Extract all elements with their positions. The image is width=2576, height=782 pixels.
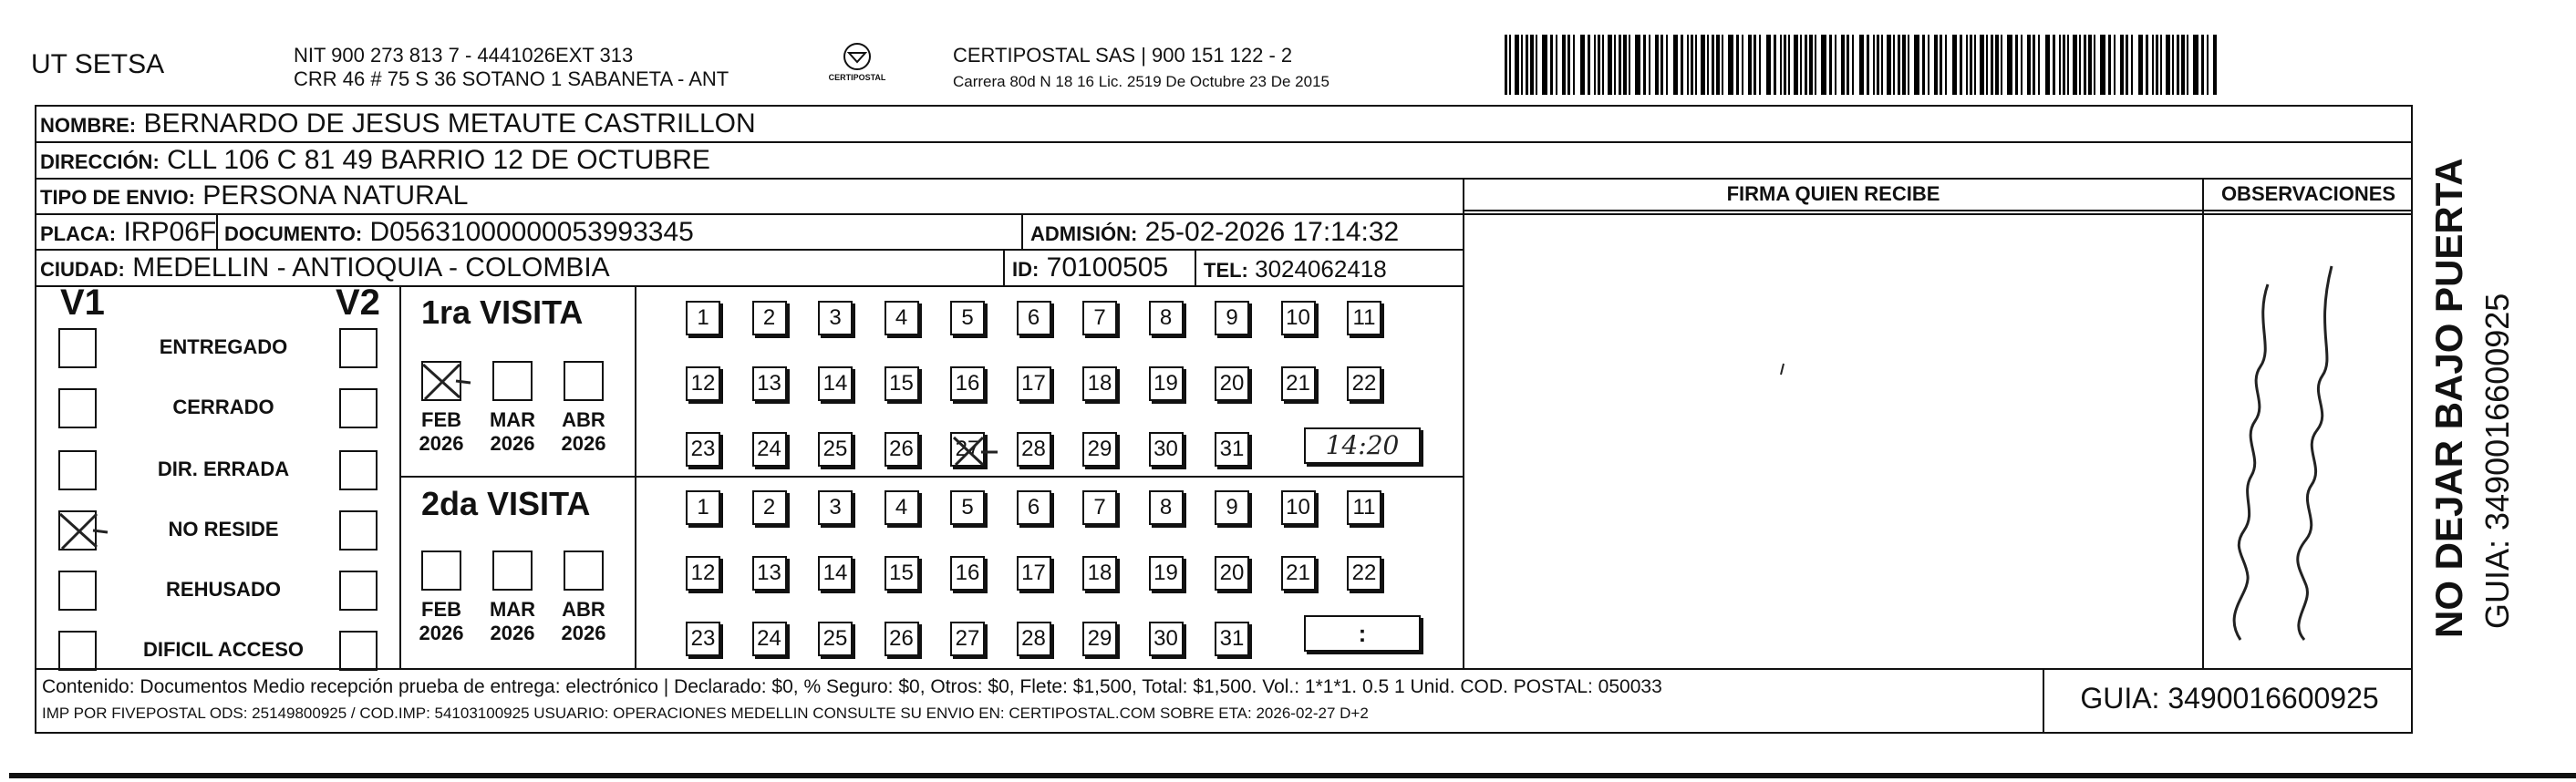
day-box-29[interactable]: 29 <box>1082 432 1117 467</box>
month-label <box>481 408 544 456</box>
barcode-bar <box>1655 35 1659 95</box>
cert-line2: Carrera 80d N 18 16 Lic. 2519 De Octubre 23 De 2015 <box>953 73 1329 90</box>
id-value: 70100505 <box>1046 252 1169 283</box>
barcode-bar <box>1716 35 1720 95</box>
direccion-label: DIRECCIÓN: <box>40 150 160 173</box>
barcode <box>1505 35 2225 95</box>
v1-checkbox-dir-errada[interactable] <box>58 450 97 490</box>
barcode-bar <box>1821 35 1826 95</box>
barcode-bar <box>1859 35 1864 95</box>
day-box-24[interactable]: 24 <box>752 432 787 467</box>
barcode-bar <box>1780 35 1782 95</box>
day-box-28[interactable]: 28 <box>1017 622 1051 656</box>
month-name: ABR <box>562 408 605 431</box>
day-box-4[interactable]: 4 <box>885 301 919 335</box>
barcode-bar <box>1742 35 1743 95</box>
barcode-bar <box>1908 35 1909 95</box>
month-name: MAR <box>489 598 536 621</box>
day-box-31[interactable]: 31 <box>1215 432 1249 467</box>
barcode-bar <box>1687 35 1689 95</box>
v2-checkbox-entregado[interactable] <box>339 328 378 368</box>
barcode-bar <box>1986 35 1988 95</box>
barcode-bar <box>1505 35 1507 95</box>
handwritten-observation <box>2204 211 2413 668</box>
day-box-3[interactable]: 3 <box>818 490 853 525</box>
guia-vertical: GUIA: 3490016600925 <box>2478 293 2516 629</box>
day-box-18[interactable]: 18 <box>1082 556 1117 591</box>
day-box-4[interactable]: 4 <box>885 490 919 525</box>
month-name: FEB <box>421 598 461 621</box>
v2-checkbox-dir-errada[interactable] <box>339 450 378 490</box>
barcode-bar <box>1608 35 1612 95</box>
barcode-bar <box>2067 35 2069 95</box>
x-mark-icon <box>419 359 474 405</box>
barcode-bar <box>1614 35 1616 95</box>
day-box-5[interactable]: 5 <box>950 490 985 525</box>
tipo-envio-value: PERSONA NATURAL <box>202 180 469 211</box>
barcode-bar <box>1766 35 1771 95</box>
month-checkbox-abr[interactable] <box>564 361 604 401</box>
day-box-8[interactable]: 8 <box>1149 490 1184 525</box>
month-label <box>409 598 473 645</box>
x-mark-icon <box>57 509 111 554</box>
barcode-bar <box>2152 35 2154 95</box>
barcode-bar <box>2207 35 2209 95</box>
barcode-bar <box>2100 35 2105 95</box>
day-box-27[interactable]: 27 <box>950 622 985 656</box>
barcode-bar <box>2033 35 2035 95</box>
barcode-bar <box>1635 35 1640 95</box>
barcode-bar <box>2073 35 2077 95</box>
firma-header: FIRMA QUIEN RECIBE <box>1726 182 1940 205</box>
barcode-bar <box>1759 35 1761 95</box>
barcode-bar <box>1722 35 1723 95</box>
barcode-bar <box>1649 35 1650 95</box>
day-box-10[interactable]: 10 <box>1281 490 1316 525</box>
barcode-bar <box>2146 35 2148 95</box>
barcode-bar <box>1774 35 1776 95</box>
day-box-24[interactable]: 24 <box>752 622 787 656</box>
month-year: 2026 <box>419 432 464 455</box>
barcode-bar <box>2059 35 2061 95</box>
month-name: FEB <box>421 408 461 431</box>
barcode-bar <box>1660 35 1663 95</box>
day-box-20[interactable]: 20 <box>1215 556 1249 591</box>
barcode-bar <box>1701 35 1705 95</box>
barcode-bar <box>1788 35 1790 95</box>
barcode-bar <box>2172 35 2174 95</box>
barcode-bar <box>1960 35 1962 95</box>
barcode-bar <box>1673 35 1678 95</box>
second-visit-title: 2da VISITA <box>421 485 591 522</box>
placa-field <box>40 216 216 251</box>
first-visit-time-box[interactable] <box>1304 427 1421 464</box>
month-checkbox-feb[interactable] <box>421 550 461 591</box>
barcode-bar <box>2053 35 2055 95</box>
barcode-bar <box>2201 35 2204 95</box>
month-label <box>552 598 616 645</box>
barcode-bar <box>1754 35 1756 95</box>
barcode-bar <box>1736 35 1739 95</box>
barcode-bar <box>2131 35 2133 95</box>
barcode-bar <box>1980 35 1984 95</box>
nombre-value: BERNARDO DE JESUS METAUTE CASTRILLON <box>143 108 756 139</box>
day-box-1[interactable]: 1 <box>686 490 720 525</box>
day-box-11[interactable]: 11 <box>1347 301 1381 335</box>
month-label <box>409 408 473 456</box>
month-name: MAR <box>489 408 536 431</box>
day-box-12[interactable]: 12 <box>686 556 720 591</box>
month-year: 2026 <box>490 622 535 644</box>
day-box-21[interactable]: 21 <box>1281 556 1316 591</box>
barcode-bar <box>1562 35 1566 95</box>
barcode-bar <box>1784 35 1786 95</box>
barcode-bar <box>1728 35 1733 95</box>
v1-checkbox-rehusado[interactable] <box>58 571 97 611</box>
barcode-bar <box>1934 35 1938 95</box>
month-checkbox-feb[interactable] <box>421 361 461 401</box>
day-box-9[interactable]: 9 <box>1215 490 1249 525</box>
barcode-bar <box>2114 35 2116 95</box>
nombre-label: NOMBRE: <box>40 114 137 137</box>
day-box-28[interactable]: 28 <box>1017 432 1051 467</box>
barcode-bar <box>2094 35 2095 95</box>
day-box-3[interactable]: 3 <box>818 301 853 335</box>
day-box-14[interactable]: 14 <box>818 556 853 591</box>
barcode-bar <box>1707 35 1709 95</box>
barcode-bar <box>1530 35 1534 95</box>
day-box-25[interactable]: 25 <box>818 432 853 467</box>
barcode-bar <box>2193 35 2198 95</box>
admision-field <box>1030 216 1399 251</box>
status-label: REHUSADO <box>166 578 281 601</box>
barcode-bar <box>2007 35 2012 95</box>
footer-line1: Contenido: Documentos Medio recepción prueba de entrega: electrónico | Declarado: $0, % Seguro: $0, Otros: $0, Flete: $1,500, Total: $1,500. Vol.: 1*1*1. 0.5 1 Unid. COD. POSTAL: 050033 <box>42 676 1662 697</box>
day-box-29[interactable]: 29 <box>1082 622 1117 656</box>
day-box-23[interactable]: 23 <box>686 622 720 656</box>
barcode-bar <box>1940 35 1942 95</box>
month-year: 2026 <box>561 622 606 644</box>
barcode-bar <box>2108 35 2111 95</box>
barcode-bar <box>1847 35 1849 95</box>
day-box-11[interactable]: 11 <box>1347 490 1381 525</box>
barcode-bar <box>2120 35 2124 95</box>
v1-checkbox-cerrado[interactable] <box>58 388 97 428</box>
day-box-6[interactable]: 6 <box>1017 490 1051 525</box>
day-box-22[interactable]: 22 <box>1347 556 1381 591</box>
day-box-14[interactable]: 14 <box>818 366 853 401</box>
barcode-bar <box>1809 35 1813 95</box>
day-box-19[interactable]: 19 <box>1149 556 1184 591</box>
day-box-22[interactable]: 22 <box>1347 366 1381 401</box>
barcode-bar <box>1536 35 1537 95</box>
barcode-bar <box>1867 35 1869 95</box>
status-label: DIR. ERRADA <box>157 458 290 480</box>
month-label <box>481 598 544 645</box>
day-box-16[interactable]: 16 <box>950 556 985 591</box>
barcode-bar <box>1815 35 1816 95</box>
barcode-bar <box>2156 35 2158 95</box>
barcode-bar <box>1922 35 1925 95</box>
documento-label: DOCUMENTO: <box>224 222 363 245</box>
barcode-bar <box>1567 35 1570 95</box>
tel-value: 3024062418 <box>1255 255 1387 283</box>
v1-checkbox-dificil-acceso[interactable] <box>58 631 97 671</box>
barcode-bar <box>2001 35 2002 95</box>
barcode-bar <box>1974 35 1976 95</box>
status-label: NO RESIDE <box>168 518 279 540</box>
barcode-bar <box>2027 35 2031 95</box>
logo-text: CERTIPOSTAL <box>828 73 886 82</box>
second-visit-time-box[interactable] <box>1304 615 1421 652</box>
ciudad-label: CIUDAD: <box>40 258 125 281</box>
placa-label: PLACA: <box>40 222 117 245</box>
barcode-bar <box>1588 35 1590 95</box>
month-year: 2026 <box>490 432 535 455</box>
day-box-12[interactable]: 12 <box>686 366 720 401</box>
barcode-bar <box>1598 35 1600 95</box>
placa-value: IRP06F <box>123 217 217 247</box>
month-year: 2026 <box>561 432 606 455</box>
month-checkbox-abr[interactable] <box>564 550 604 591</box>
v1-label: V1 <box>60 283 105 323</box>
v2-checkbox-no-reside[interactable] <box>339 510 378 550</box>
handwritten-time: 14:20 <box>1325 430 1400 460</box>
barcode-bar <box>1829 35 1832 95</box>
day-box-7[interactable]: 7 <box>1082 301 1117 335</box>
barcode-bar <box>1887 35 1891 95</box>
barcode-bar <box>2126 35 2128 95</box>
barcode-bar <box>1556 35 1557 95</box>
barcode-bar <box>2038 35 2040 95</box>
firma-area[interactable] <box>1464 211 2202 668</box>
barcode-bar <box>1952 35 1957 95</box>
barcode-bar <box>2079 35 2081 95</box>
day-box-15[interactable]: 15 <box>885 366 919 401</box>
barcode-bar <box>2138 35 2143 95</box>
barcode-bar <box>1712 35 1714 95</box>
direccion-field <box>40 144 710 179</box>
footer-line2: IMP POR FIVEPOSTAL ODS: 25149800925 / COD.IMP: 54103100925 USUARIO: OPERACIONES MEDELLIN CONSULTE SU ENVIO EN: CERTIPOSTAL.COM SOBRE ETA: 2026-02-27 D+2 <box>42 705 1369 722</box>
tel-label: TEL: <box>1204 259 1248 282</box>
barcode-bar <box>1835 35 1836 95</box>
barcode-bar <box>1995 35 1999 95</box>
status-label: CERRADO <box>172 396 274 418</box>
day-box-20[interactable]: 20 <box>1215 366 1249 401</box>
barcode-bar <box>2181 35 2185 95</box>
barcode-bar <box>1805 35 1807 95</box>
tipo-envio-label: TIPO DE ENVIO: <box>40 186 195 209</box>
id-field <box>1012 252 1168 286</box>
documento-field <box>224 216 694 251</box>
barcode-bar <box>1629 35 1630 95</box>
direccion-value: CLL 106 C 81 49 BARRIO 12 DE OCTUBRE <box>167 145 710 175</box>
barcode-bar <box>1666 35 1668 95</box>
barcode-bar <box>2084 35 2086 95</box>
barcode-bar <box>2045 35 2050 95</box>
time-placeholder: : <box>1358 620 1367 647</box>
barcode-bar <box>2063 35 2065 95</box>
v2-checkbox-rehusado[interactable] <box>339 571 378 611</box>
day-box-7[interactable]: 7 <box>1082 490 1117 525</box>
barcode-bar <box>1914 35 1919 95</box>
barcode-bar <box>1695 35 1697 95</box>
no-dejar-bajo-puerta: NO DEJAR BAJO PUERTA <box>2427 158 2470 638</box>
barcode-bar <box>1550 35 1553 95</box>
month-label <box>552 408 616 456</box>
barcode-bar <box>2021 35 2023 95</box>
tel-field <box>1204 252 1387 287</box>
admision-value: 25-02-2026 17:14:32 <box>1144 217 1400 247</box>
day-box-5[interactable]: 5 <box>950 301 985 335</box>
status-label: ENTREGADO <box>159 335 288 358</box>
day-box-8[interactable]: 8 <box>1149 301 1184 335</box>
ciudad-field <box>40 252 610 286</box>
day-box-27[interactable]: 27 <box>950 432 985 467</box>
certipostal-logo <box>825 40 889 93</box>
ink-mark <box>1778 360 1796 387</box>
day-box-6[interactable]: 6 <box>1017 301 1051 335</box>
barcode-bar <box>1852 35 1854 95</box>
day-box-10[interactable]: 10 <box>1281 301 1316 335</box>
day-box-31[interactable]: 31 <box>1215 622 1249 656</box>
footer-guia: GUIA: 3490016600925 <box>2080 682 2379 715</box>
barcode-bar <box>1898 35 1900 95</box>
day-box-17[interactable]: 17 <box>1017 366 1051 401</box>
v1-checkbox-entregado[interactable] <box>58 328 97 368</box>
barcode-bar <box>1748 35 1752 95</box>
month-checkbox-mar[interactable] <box>492 550 533 591</box>
status-label: DIFICIL ACCESO <box>142 638 304 661</box>
address-line: CRR 46 # 75 S 36 SOTANO 1 SABANETA - ANT <box>294 67 729 90</box>
barcode-bar <box>2187 35 2188 95</box>
barcode-bar <box>1873 35 1875 95</box>
day-box-1[interactable]: 1 <box>686 301 720 335</box>
day-box-23[interactable]: 23 <box>686 432 720 467</box>
day-box-17[interactable]: 17 <box>1017 556 1051 591</box>
first-visit-title: 1ra VISITA <box>421 293 584 331</box>
barcode-bar <box>1893 35 1895 95</box>
barcode-bar <box>1515 35 1519 95</box>
barcode-bar <box>1521 35 1523 95</box>
observaciones-header: OBSERVACIONES <box>2220 182 2396 205</box>
barcode-bar <box>1681 35 1683 95</box>
barcode-bar <box>2166 35 2170 95</box>
barcode-bar <box>1623 35 1627 95</box>
day-box-25[interactable]: 25 <box>818 622 853 656</box>
company-name: UT SETSA <box>31 49 165 79</box>
barcode-bar <box>1594 35 1596 95</box>
barcode-bar <box>1691 35 1693 95</box>
barcode-bar <box>1902 35 1906 95</box>
ciudad-value: MEDELLIN - ANTIOQUIA - COLOMBIA <box>132 252 610 283</box>
v2-label: V2 <box>336 283 380 323</box>
barcode-bar <box>2213 35 2217 95</box>
barcode-bar <box>1881 35 1883 95</box>
day-box-2[interactable]: 2 <box>752 490 787 525</box>
barcode-bar <box>1970 35 1972 95</box>
month-name: ABR <box>562 598 605 621</box>
barcode-bar <box>1580 35 1585 95</box>
admision-label: ADMISIÓN: <box>1030 222 1138 245</box>
barcode-bar <box>1877 35 1879 95</box>
barcode-bar <box>1945 35 1947 95</box>
day-box-13[interactable]: 13 <box>752 366 787 401</box>
day-mark-icon <box>948 430 1003 470</box>
day-box-2[interactable]: 2 <box>752 301 787 335</box>
barcode-bar <box>2015 35 2018 95</box>
barcode-bar <box>1526 35 1528 95</box>
day-box-30[interactable]: 30 <box>1149 622 1184 656</box>
tipo-envio-field <box>40 180 468 214</box>
v2-checkbox-dificil-acceso[interactable] <box>339 631 378 671</box>
nit-line: NIT 900 273 813 7 - 4441026EXT 313 <box>294 44 634 67</box>
v2-checkbox-cerrado[interactable] <box>339 388 378 428</box>
barcode-bar <box>1800 35 1802 95</box>
barcode-bar <box>1573 35 1575 95</box>
cert-line1: CERTIPOSTAL SAS | 900 151 122 - 2 <box>953 44 1293 67</box>
certipostal-logo-icon <box>825 40 889 93</box>
month-checkbox-mar[interactable] <box>492 361 533 401</box>
barcode-bar <box>1602 35 1604 95</box>
day-box-9[interactable]: 9 <box>1215 301 1249 335</box>
barcode-bar <box>1509 35 1511 95</box>
nombre-field <box>40 108 756 142</box>
barcode-bar <box>2160 35 2162 95</box>
barcode-bar <box>1841 35 1845 95</box>
day-box-19[interactable]: 19 <box>1149 366 1184 401</box>
v1-checkbox-no-reside[interactable] <box>58 510 97 550</box>
barcode-bar <box>2177 35 2179 95</box>
documento-value: D05631000000053993345 <box>369 217 694 247</box>
barcode-bar <box>2088 35 2092 95</box>
barcode-bar <box>1991 35 1993 95</box>
day-box-21[interactable]: 21 <box>1281 366 1316 401</box>
observaciones-area[interactable] <box>2204 211 2413 668</box>
barcode-bar <box>1928 35 1929 95</box>
barcode-bar <box>1643 35 1646 95</box>
day-box-18[interactable]: 18 <box>1082 366 1117 401</box>
barcode-bar <box>1542 35 1547 95</box>
barcode-bar <box>1966 35 1968 95</box>
month-year: 2026 <box>419 622 464 644</box>
day-box-13[interactable]: 13 <box>752 556 787 591</box>
day-box-16[interactable]: 16 <box>950 366 985 401</box>
day-box-15[interactable]: 15 <box>885 556 919 591</box>
barcode-bar <box>1794 35 1798 95</box>
day-box-30[interactable]: 30 <box>1149 432 1184 467</box>
day-box-26[interactable]: 26 <box>885 622 919 656</box>
barcode-bar <box>1619 35 1621 95</box>
id-label: ID: <box>1012 258 1040 281</box>
day-box-26[interactable]: 26 <box>885 432 919 467</box>
